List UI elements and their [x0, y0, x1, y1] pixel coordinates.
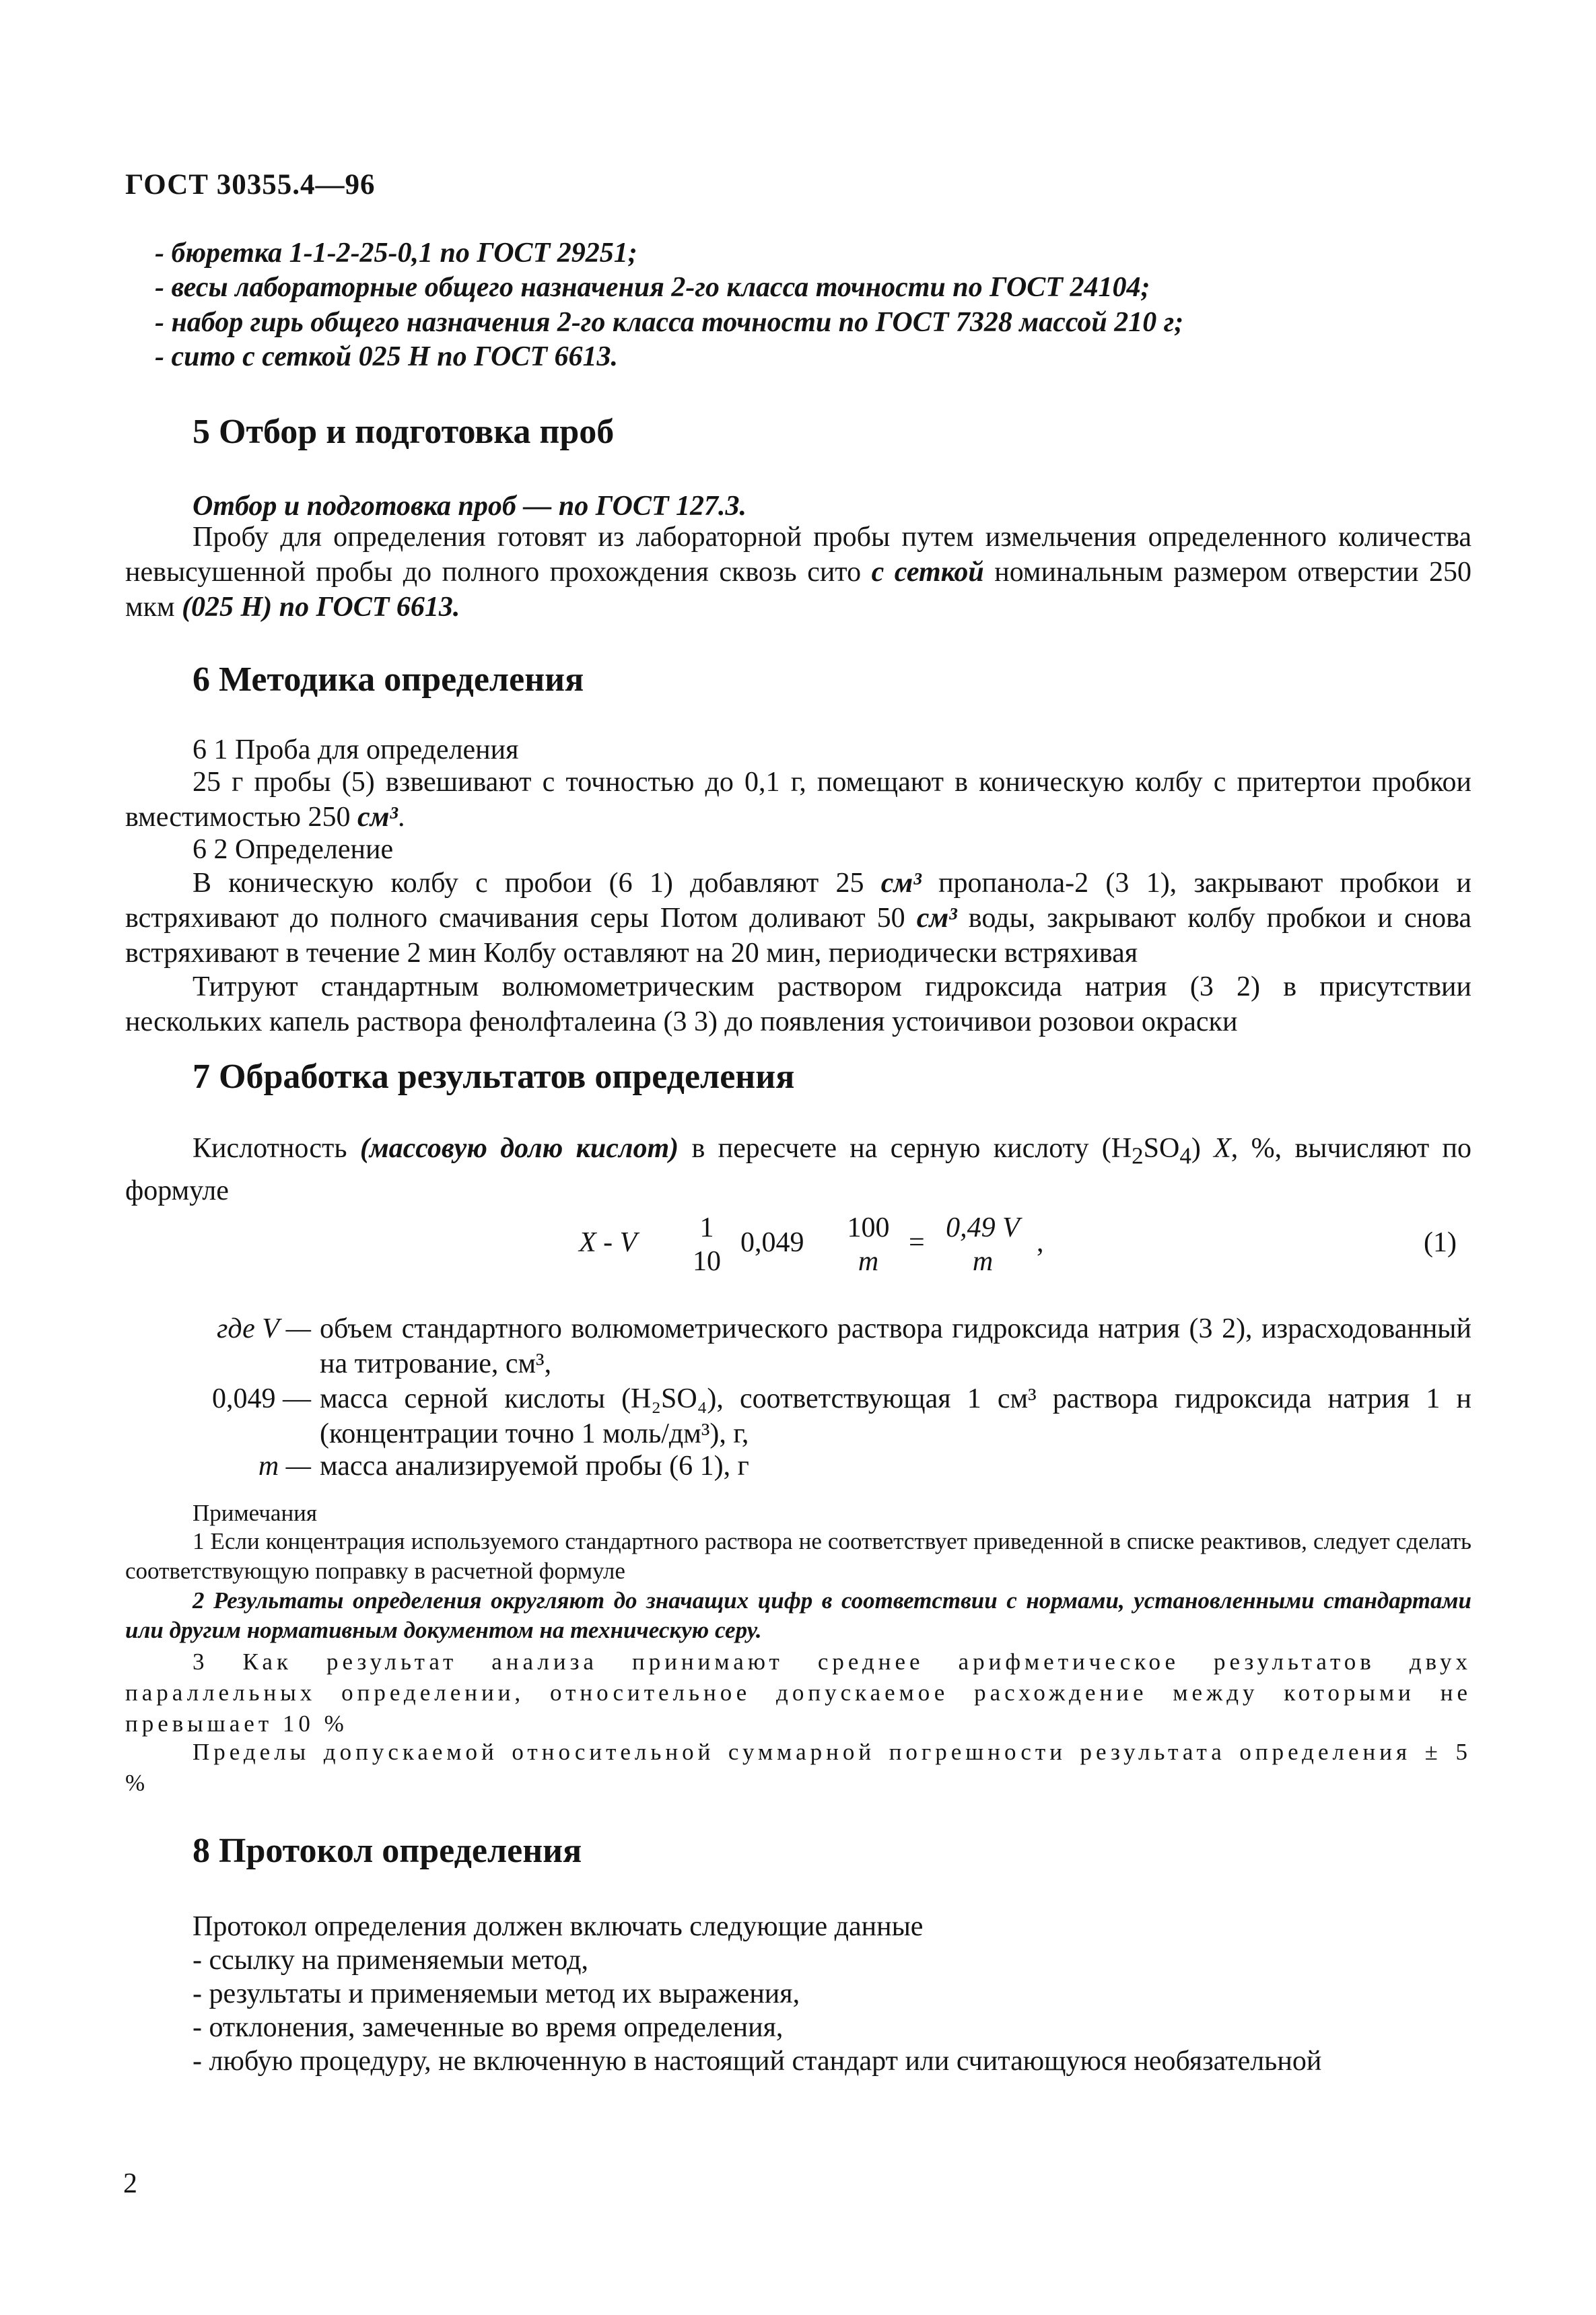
formula-frac1-den: 10 [693, 1246, 721, 1277]
formula-frac2-den: m [858, 1246, 879, 1277]
formula-frac3-den: m [972, 1246, 994, 1277]
subsection-6-2-text: В коническую колбу с пробои (6 1) добавляют 25 см³ пропанола-2 (3 1), закрывают пробкои и встряхивают до полного смачивания серы Потом доливают 50 см³ воды, закрывают колбу пробкои и снова встряхивают в течение 2 мин Колбу оставляют на 20 мин, периодически встряхивая [125, 868, 1472, 969]
subsection-6-1-title: 6 1 Проба для определения [193, 734, 519, 765]
variable-term: где V — [216, 1313, 311, 1344]
variable-definition: масса серной кислоты (H₂SO₄), соответствующая 1 см³ раствора гидроксида натрия 1 н (концентрации точно 1 моль/дм³), г, [320, 1383, 1471, 1449]
section-6-title: 6 Методика определения [193, 660, 584, 699]
section-5-title: 5 Отбор и подготовка проб [193, 413, 615, 451]
equipment-item: - набор гирь общего назначения 2-го класса точности по ГОСТ 7328 массой 210 г; [155, 307, 1184, 338]
variable-definition: масса анализируемой пробы (6 1), г [320, 1451, 749, 1482]
section-8-title: 8 Протокол определения [193, 1832, 582, 1870]
note-2: 2 Результаты определения округляют до значащих цифр в соответствии с нормами, установленными стандартами или другим нормативным документом на техническую серу. [125, 1587, 1471, 1643]
protocol-item: - отклонения, замеченные во время определения, [193, 2012, 784, 2043]
subsection-6-2-title: 6 2 Определение [193, 834, 394, 865]
protocol-item: - результаты и применяемыи метод их выражения, [193, 1978, 800, 2009]
note-3: 3 Как результат анализа принимают среднее арифметическое результатов двух параллельных определении, относительное допускаемое расхождение между которыми не превышает 10 % [125, 1649, 1471, 1737]
subsection-6-2-titration: Титруют стандартным волюмометрическим раствором гидроксида натрия (3 2) в присутствии нескольких капель раствора фенолфталеина (3 3) до появления устоичивои розовои окраски [125, 971, 1471, 1037]
notes-title: Примечания [193, 1500, 318, 1526]
note-4: Пределы допускаемой относительной суммарной погрешности результата определения ± 5 % [125, 1739, 1471, 1796]
variable-term: m — [258, 1451, 311, 1482]
formula-frac3-num: 0,49 V [946, 1212, 1020, 1243]
formula-frac1-num: 1 [699, 1212, 714, 1243]
subsection-6-1-text: 25 г пробы (5) взвешивают с точностью до 0,1 г, помещают в коническую колбу с притертои пробкои вместимостью 250 см³. [125, 767, 1471, 833]
section-7-title: 7 Обработка результатов определения [193, 1058, 795, 1096]
formula-comma: , [1037, 1227, 1044, 1258]
note-1: 1 Если концентрация используемого стандартного раствора не соответствует приведенной в списке реактивов, следует сделать соответствующую поправку в расчетной формуле [125, 1528, 1471, 1584]
protocol-item: - ссылку на применяемыи метод, [193, 1945, 588, 1976]
variable-definition: объем стандартного волюмометрического раствора гидроксида натрия (3 2), израсходованный на титрование, см³, [320, 1313, 1471, 1379]
protocol-item: - любую процедуру, не включенную в настоящий стандарт или считающуюся необязательной [193, 2046, 1322, 2077]
equipment-item: - сито с сеткой 025 Н по ГОСТ 6613. [155, 341, 618, 372]
section-5-para-2: Пробу для определения готовят из лабораторной пробы путем измельчения определенного количества невысушенной пробы до полного прохождения сквозь сито с сеткой номинальным размером отверстии 250 мкм (025 Н) по ГОСТ 6613. [125, 522, 1472, 623]
section-5-para-1: Отбор и подготовка проб — по ГОСТ 127.3. [193, 491, 747, 522]
formula-lhs: X - V [579, 1227, 637, 1258]
section-8-intro: Протокол определения должен включать следующие данные [193, 1911, 924, 1942]
equipment-item: - весы лабораторные общего назначения 2-го класса точности по ГОСТ 24104; [155, 272, 1150, 303]
formula-equals: = [909, 1227, 925, 1258]
formula-number: (1) [1424, 1227, 1457, 1258]
equipment-item: - бюретка 1-1-2-25-0,1 по ГОСТ 29251; [155, 238, 637, 269]
section-7-intro: Кислотность (массовую долю кислот) в пересчете на серную кислоту $(H_2SO_4)$ X, %, вычисляют по формуле [125, 1133, 1471, 1207]
variable-term: 0,049 — [212, 1383, 311, 1414]
document-header: ГОСТ 30355.4—96 [125, 169, 376, 201]
formula-frac2-num: 100 [847, 1212, 890, 1243]
formula-coefficient: 0,049 [740, 1227, 804, 1258]
page-number: 2 [123, 2168, 137, 2199]
